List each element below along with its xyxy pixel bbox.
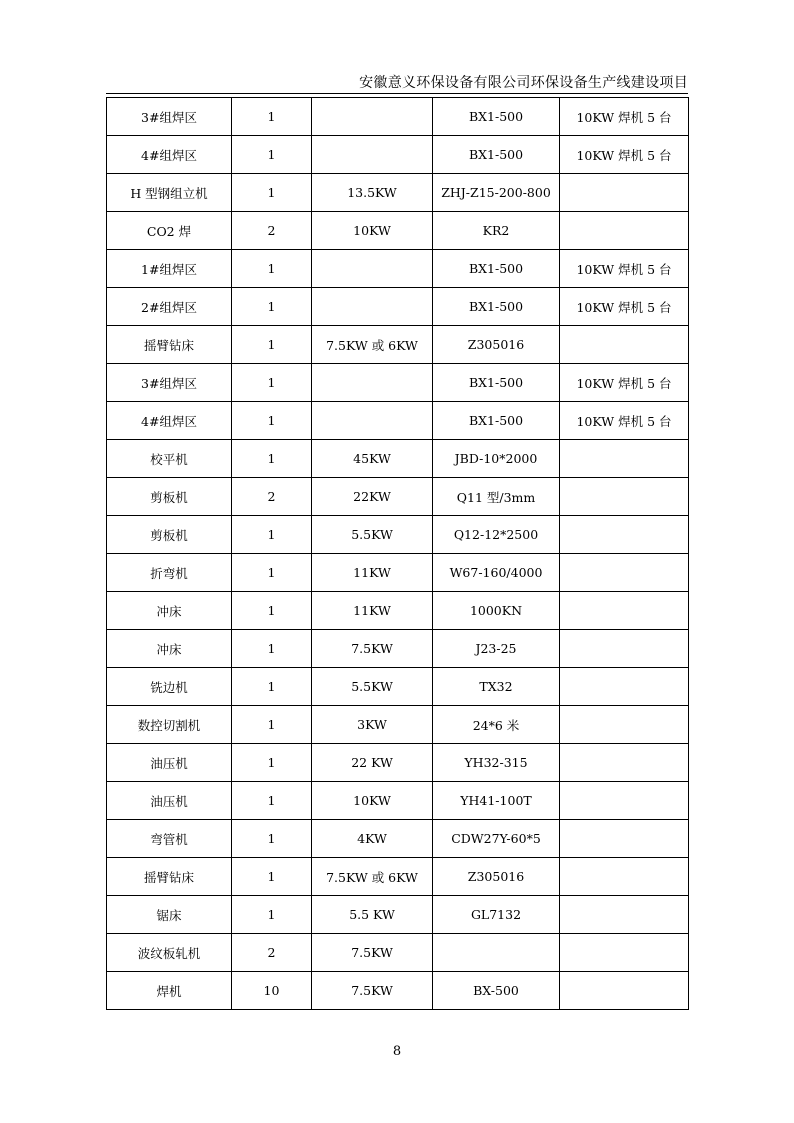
model-cell: BX1-500 (433, 250, 560, 288)
power-cell: 5.5KW (312, 668, 433, 706)
quantity-cell: 1 (232, 440, 312, 478)
equipment-name-cell: 4#组焊区 (107, 402, 232, 440)
model-cell: 24*6 米 (433, 706, 560, 744)
remark-cell (560, 706, 689, 744)
power-cell: 22 KW (312, 744, 433, 782)
power-cell (312, 250, 433, 288)
quantity-cell: 2 (232, 478, 312, 516)
power-cell: 7.5KW (312, 972, 433, 1010)
quantity-cell: 1 (232, 136, 312, 174)
quantity-cell: 1 (232, 174, 312, 212)
table-row (107, 364, 689, 402)
power-cell: 5.5 KW (312, 896, 433, 934)
model-cell: Q12-12*2500 (433, 516, 560, 554)
equipment-name-cell: 折弯机 (107, 554, 232, 592)
power-cell: 4KW (312, 820, 433, 858)
table-row (107, 478, 689, 516)
quantity-cell: 1 (232, 554, 312, 592)
model-cell: BX1-500 (433, 136, 560, 174)
quantity-cell: 1 (232, 820, 312, 858)
model-cell (433, 934, 560, 972)
equipment-name-cell: 1#组焊区 (107, 250, 232, 288)
remark-cell: 10KW 焊机 5 台 (560, 364, 689, 402)
table-row (107, 288, 689, 326)
table-row (107, 858, 689, 896)
remark-cell (560, 516, 689, 554)
remark-cell (560, 820, 689, 858)
remark-cell: 10KW 焊机 5 台 (560, 250, 689, 288)
table-row (107, 972, 689, 1010)
model-cell: YH32-315 (433, 744, 560, 782)
power-cell: 11KW (312, 592, 433, 630)
equipment-name-cell: 剪板机 (107, 516, 232, 554)
power-cell: 13.5KW (312, 174, 433, 212)
remark-cell (560, 858, 689, 896)
power-cell: 5.5KW (312, 516, 433, 554)
model-cell: Q11 型/3mm (433, 478, 560, 516)
quantity-cell: 1 (232, 516, 312, 554)
quantity-cell: 1 (232, 668, 312, 706)
power-cell: 10KW (312, 212, 433, 250)
equipment-name-cell: 剪板机 (107, 478, 232, 516)
quantity-cell: 2 (232, 212, 312, 250)
table-row (107, 592, 689, 630)
page-header-title: 安徽意义环保设备有限公司环保设备生产线建设项目 (359, 75, 688, 91)
quantity-cell: 1 (232, 592, 312, 630)
power-cell: 7.5KW 或 6KW (312, 326, 433, 364)
table-row (107, 402, 689, 440)
remark-cell: 10KW 焊机 5 台 (560, 288, 689, 326)
page-number: 8 (392, 1044, 402, 1059)
equipment-name-cell: 弯管机 (107, 820, 232, 858)
equipment-name-cell: 铣边机 (107, 668, 232, 706)
remark-cell (560, 174, 689, 212)
power-cell: 7.5KW (312, 630, 433, 668)
quantity-cell: 2 (232, 934, 312, 972)
remark-cell: 10KW 焊机 5 台 (560, 98, 689, 136)
equipment-table-body (107, 98, 689, 1010)
table-row (107, 174, 689, 212)
model-cell: BX1-500 (433, 288, 560, 326)
model-cell: BX1-500 (433, 402, 560, 440)
quantity-cell: 1 (232, 288, 312, 326)
header-divider (106, 93, 688, 94)
remark-cell (560, 440, 689, 478)
table-row (107, 516, 689, 554)
power-cell: 10KW (312, 782, 433, 820)
remark-cell (560, 896, 689, 934)
quantity-cell: 1 (232, 98, 312, 136)
equipment-name-cell: 数控切割机 (107, 706, 232, 744)
power-cell (312, 288, 433, 326)
quantity-cell: 1 (232, 250, 312, 288)
power-cell: 22KW (312, 478, 433, 516)
model-cell: BX1-500 (433, 98, 560, 136)
equipment-name-cell: 油压机 (107, 744, 232, 782)
quantity-cell: 1 (232, 782, 312, 820)
equipment-name-cell: 校平机 (107, 440, 232, 478)
quantity-cell: 1 (232, 402, 312, 440)
power-cell: 45KW (312, 440, 433, 478)
remark-cell (560, 782, 689, 820)
equipment-name-cell: 摇臂钻床 (107, 326, 232, 364)
equipment-table (106, 97, 689, 1010)
equipment-name-cell: 冲床 (107, 592, 232, 630)
equipment-name-cell: 4#组焊区 (107, 136, 232, 174)
model-cell: W67-160/4000 (433, 554, 560, 592)
model-cell: JBD-10*2000 (433, 440, 560, 478)
power-cell (312, 402, 433, 440)
model-cell: BX-500 (433, 972, 560, 1010)
equipment-name-cell: 焊机 (107, 972, 232, 1010)
equipment-name-cell: 摇臂钻床 (107, 858, 232, 896)
model-cell: TX32 (433, 668, 560, 706)
equipment-name-cell: 2#组焊区 (107, 288, 232, 326)
table-row (107, 706, 689, 744)
table-row (107, 136, 689, 174)
equipment-name-cell: 3#组焊区 (107, 364, 232, 402)
remark-cell (560, 934, 689, 972)
remark-cell: 10KW 焊机 5 台 (560, 136, 689, 174)
power-cell: 7.5KW 或 6KW (312, 858, 433, 896)
table-row (107, 668, 689, 706)
equipment-name-cell: 冲床 (107, 630, 232, 668)
power-cell (312, 98, 433, 136)
table-row (107, 250, 689, 288)
power-cell: 11KW (312, 554, 433, 592)
quantity-cell: 1 (232, 326, 312, 364)
table-row (107, 326, 689, 364)
model-cell: ZHJ-Z15-200-800 (433, 174, 560, 212)
table-row (107, 440, 689, 478)
quantity-cell: 1 (232, 896, 312, 934)
table-row (107, 554, 689, 592)
remark-cell (560, 668, 689, 706)
quantity-cell: 1 (232, 364, 312, 402)
power-cell (312, 364, 433, 402)
model-cell: KR2 (433, 212, 560, 250)
model-cell: 1000KN (433, 592, 560, 630)
remark-cell (560, 972, 689, 1010)
remark-cell (560, 630, 689, 668)
remark-cell (560, 744, 689, 782)
equipment-name-cell: H 型钢组立机 (107, 174, 232, 212)
model-cell: Z305016 (433, 858, 560, 896)
remark-cell (560, 212, 689, 250)
equipment-name-cell: 3#组焊区 (107, 98, 232, 136)
quantity-cell: 1 (232, 706, 312, 744)
model-cell: Z305016 (433, 326, 560, 364)
quantity-cell: 1 (232, 630, 312, 668)
remark-cell (560, 554, 689, 592)
model-cell: BX1-500 (433, 364, 560, 402)
table-row (107, 896, 689, 934)
power-cell (312, 136, 433, 174)
remark-cell: 10KW 焊机 5 台 (560, 402, 689, 440)
model-cell: J23-25 (433, 630, 560, 668)
remark-cell (560, 326, 689, 364)
quantity-cell: 1 (232, 858, 312, 896)
model-cell: YH41-100T (433, 782, 560, 820)
model-cell: GL7132 (433, 896, 560, 934)
quantity-cell: 1 (232, 744, 312, 782)
table-row (107, 630, 689, 668)
table-row (107, 820, 689, 858)
table-row (107, 934, 689, 972)
model-cell: CDW27Y-60*5 (433, 820, 560, 858)
table-row (107, 212, 689, 250)
table-row (107, 744, 689, 782)
power-cell: 3KW (312, 706, 433, 744)
quantity-cell: 10 (232, 972, 312, 1010)
equipment-name-cell: 油压机 (107, 782, 232, 820)
remark-cell (560, 478, 689, 516)
power-cell: 7.5KW (312, 934, 433, 972)
equipment-name-cell: CO2 焊 (107, 212, 232, 250)
remark-cell (560, 592, 689, 630)
table-row (107, 98, 689, 136)
equipment-name-cell: 波纹板轧机 (107, 934, 232, 972)
table-row (107, 782, 689, 820)
equipment-name-cell: 锯床 (107, 896, 232, 934)
